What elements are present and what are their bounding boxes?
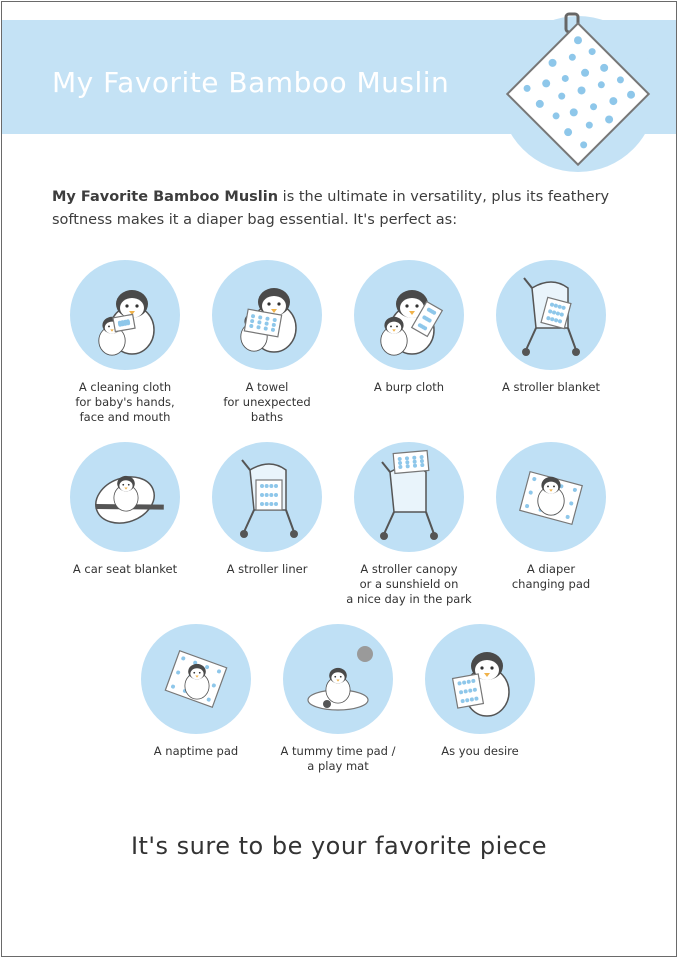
use-item — [334, 260, 484, 395]
use-caption: A car seat blanket — [72, 562, 178, 576]
use-item — [192, 260, 342, 425]
use-caption: A diaper changing pad — [511, 562, 591, 591]
use-item — [334, 442, 484, 607]
use-item — [50, 442, 200, 577]
use-item — [405, 624, 555, 759]
use-caption: A cleaning cloth for baby's hands, face and mouth — [75, 380, 175, 424]
penguin-cleaning-icon — [70, 260, 180, 370]
stroller-blanket-icon — [496, 260, 606, 370]
use-caption: As you desire — [441, 744, 519, 758]
use-item — [476, 442, 626, 592]
stroller-liner-icon — [212, 442, 322, 552]
use-caption: A stroller liner — [226, 562, 308, 576]
use-item — [192, 442, 342, 577]
intro-text: is the ultimate in versatility, plus its feathery softness makes it a diaper bag essential. It's perfect as: — [52, 189, 610, 228]
penguin-burp-icon — [354, 260, 464, 370]
use-caption: A stroller blanket — [501, 380, 601, 394]
use-item — [476, 260, 626, 395]
intro-paragraph — [52, 186, 652, 232]
intro-lead: My Favorite Bamboo Muslin — [52, 189, 279, 205]
penguin-hug-icon — [425, 624, 535, 734]
page-title: My Favorite Bamboo Muslin — [52, 66, 450, 99]
use-caption: A tummy time pad / a play mat — [280, 744, 396, 773]
naptime-pad-icon — [141, 624, 251, 734]
tagline: It's sure to be your favorite piece — [130, 832, 548, 860]
stroller-canopy-icon — [354, 442, 464, 552]
use-caption: A stroller canopy or a sunshield on a nice day in the park — [346, 562, 472, 606]
brochure-page — [1, 1, 677, 957]
use-caption: A burp cloth — [373, 380, 445, 394]
penguin-towel-icon — [212, 260, 322, 370]
play-mat-icon — [283, 624, 393, 734]
use-caption: A towel for unexpected baths — [223, 380, 311, 424]
changing-pad-icon — [496, 442, 606, 552]
use-item — [263, 624, 413, 774]
use-item — [121, 624, 271, 759]
muslin-swatch-icon — [500, 2, 660, 174]
use-caption: A naptime pad — [153, 744, 239, 758]
use-item — [50, 260, 200, 425]
car-seat-icon — [70, 442, 180, 552]
